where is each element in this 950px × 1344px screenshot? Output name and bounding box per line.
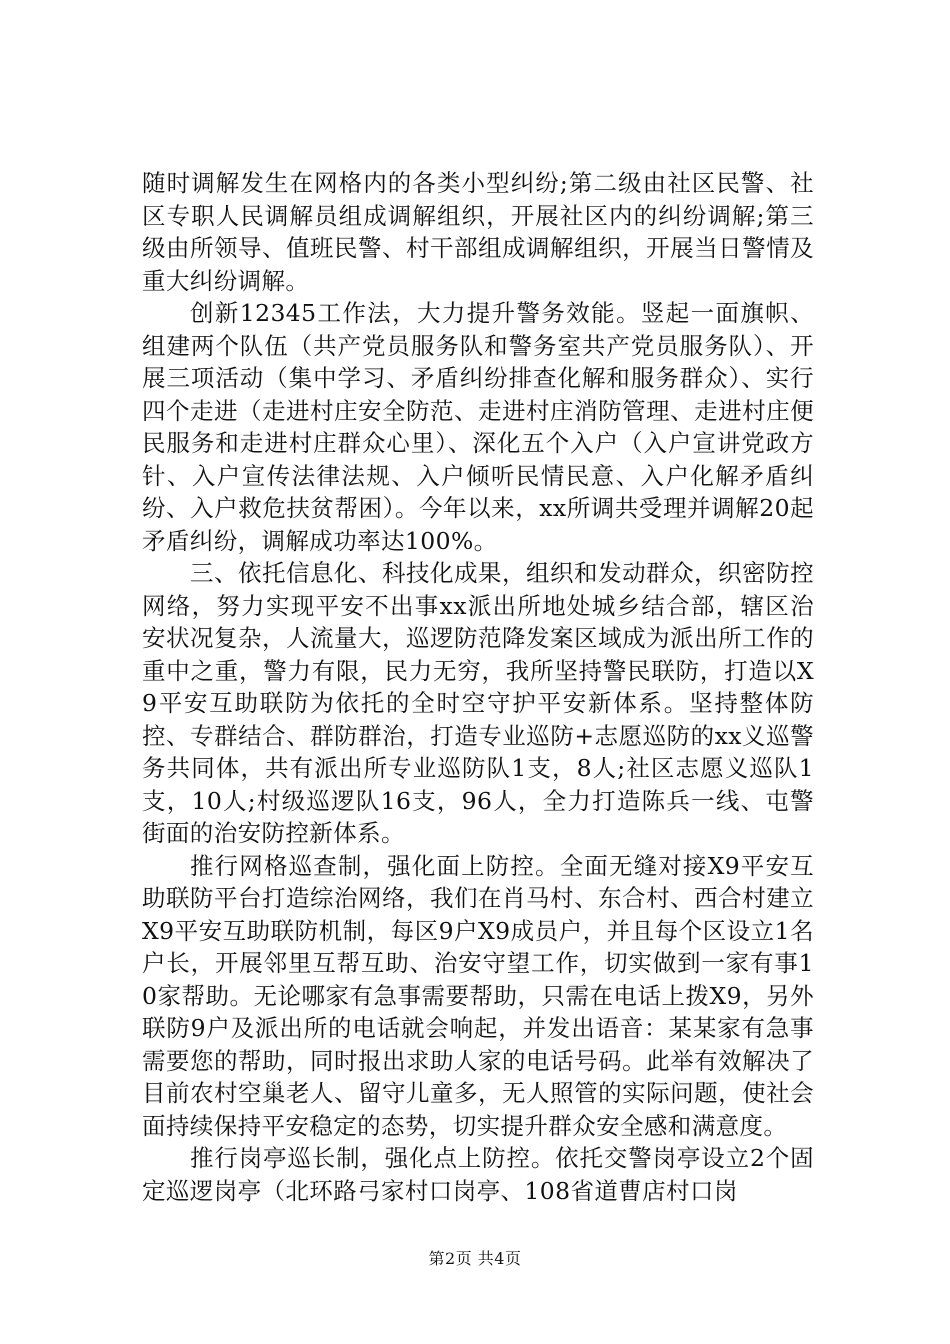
paragraph: 随时调解发生在网格内的各类小型纠纷;第二级由社区民警、社区专职人民调解员组成调解组织，开展社区内的纠纷调解;第三级由所领导、值班民警、村干部组成调解组织，开展当日警情及重大纠纷调解。	[142, 169, 814, 295]
paragraph: 创新12345工作法，大力提升警务效能。竖起一面旗帜、组建两个队伍（共产党员服务队和警务室共产党员服务队）、开展三项活动（集中学习、矛盾纠纷排查化解和服务群众）、实行四个走进（走进村庄安全防范、走进村庄消防管理、走进村庄便民服务和走进村庄群众心里）、深化五个入户（入户宣讲党政方针、入户宣传法律法规、入户倾听民情民意、入户化解矛盾纠纷、入户救危扶贫帮困）。今年以来，xx所调共受理并调解20起矛盾纠纷，调解成功率达100%。	[142, 299, 814, 555]
paragraph: 推行岗亭巡长制，强化点上防控。依托交警岗亭设立2个固定巡逻岗亭（北环路弓家村口岗亭、108省道曹店村口岗	[142, 1144, 814, 1205]
page-number-footer: 第2页 共4页	[428, 1249, 522, 1268]
paragraph: 推行网格巡查制，强化面上防控。全面无缝对接X9平安互助联防平台打造综治网络，我们在肖马村、东合村、西合村建立X9平安互助联防机制，每区9户X9成员户，并且每个区设立1名户长，开展邻里互帮互助、治安守望工作，切实做到一家有事10家帮助。无论哪家有急事需要帮助，只需在电话上拨X9，另外联防9户及派出所的电话就会响起，并发出语音：某某家有急事需要您的帮助，同时报出求助人家的电话号码。此举有效解决了目前农村空巢老人、留守儿童多，无人照管的实际问题，使社会面持续保持平安稳定的态势，切实提升群众安全感和满意度。	[142, 851, 814, 1140]
document-body	[142, 167, 814, 1207]
paragraph: 三、依托信息化、科技化成果，组织和发动群众，织密防控网络，努力实现平安不出事xx派出所地处城乡结合部，辖区治安状况复杂，人流量大，巡逻防范降发案区域成为派出所工作的重中之重，警力有限，民力无穷，我所坚持警民联防，打造以X9平安互助联防为依托的全时空守护平安新体系。坚持整体防控、专群结合、群防群治，打造专业巡防+志愿巡防的xx义巡警务共同体，共有派出所专业巡防队1支，8人;社区志愿义巡队1支，10人;村级巡逻队16支，96人，全力打造陈兵一线、屯警街面的治安防控新体系。	[142, 559, 814, 847]
